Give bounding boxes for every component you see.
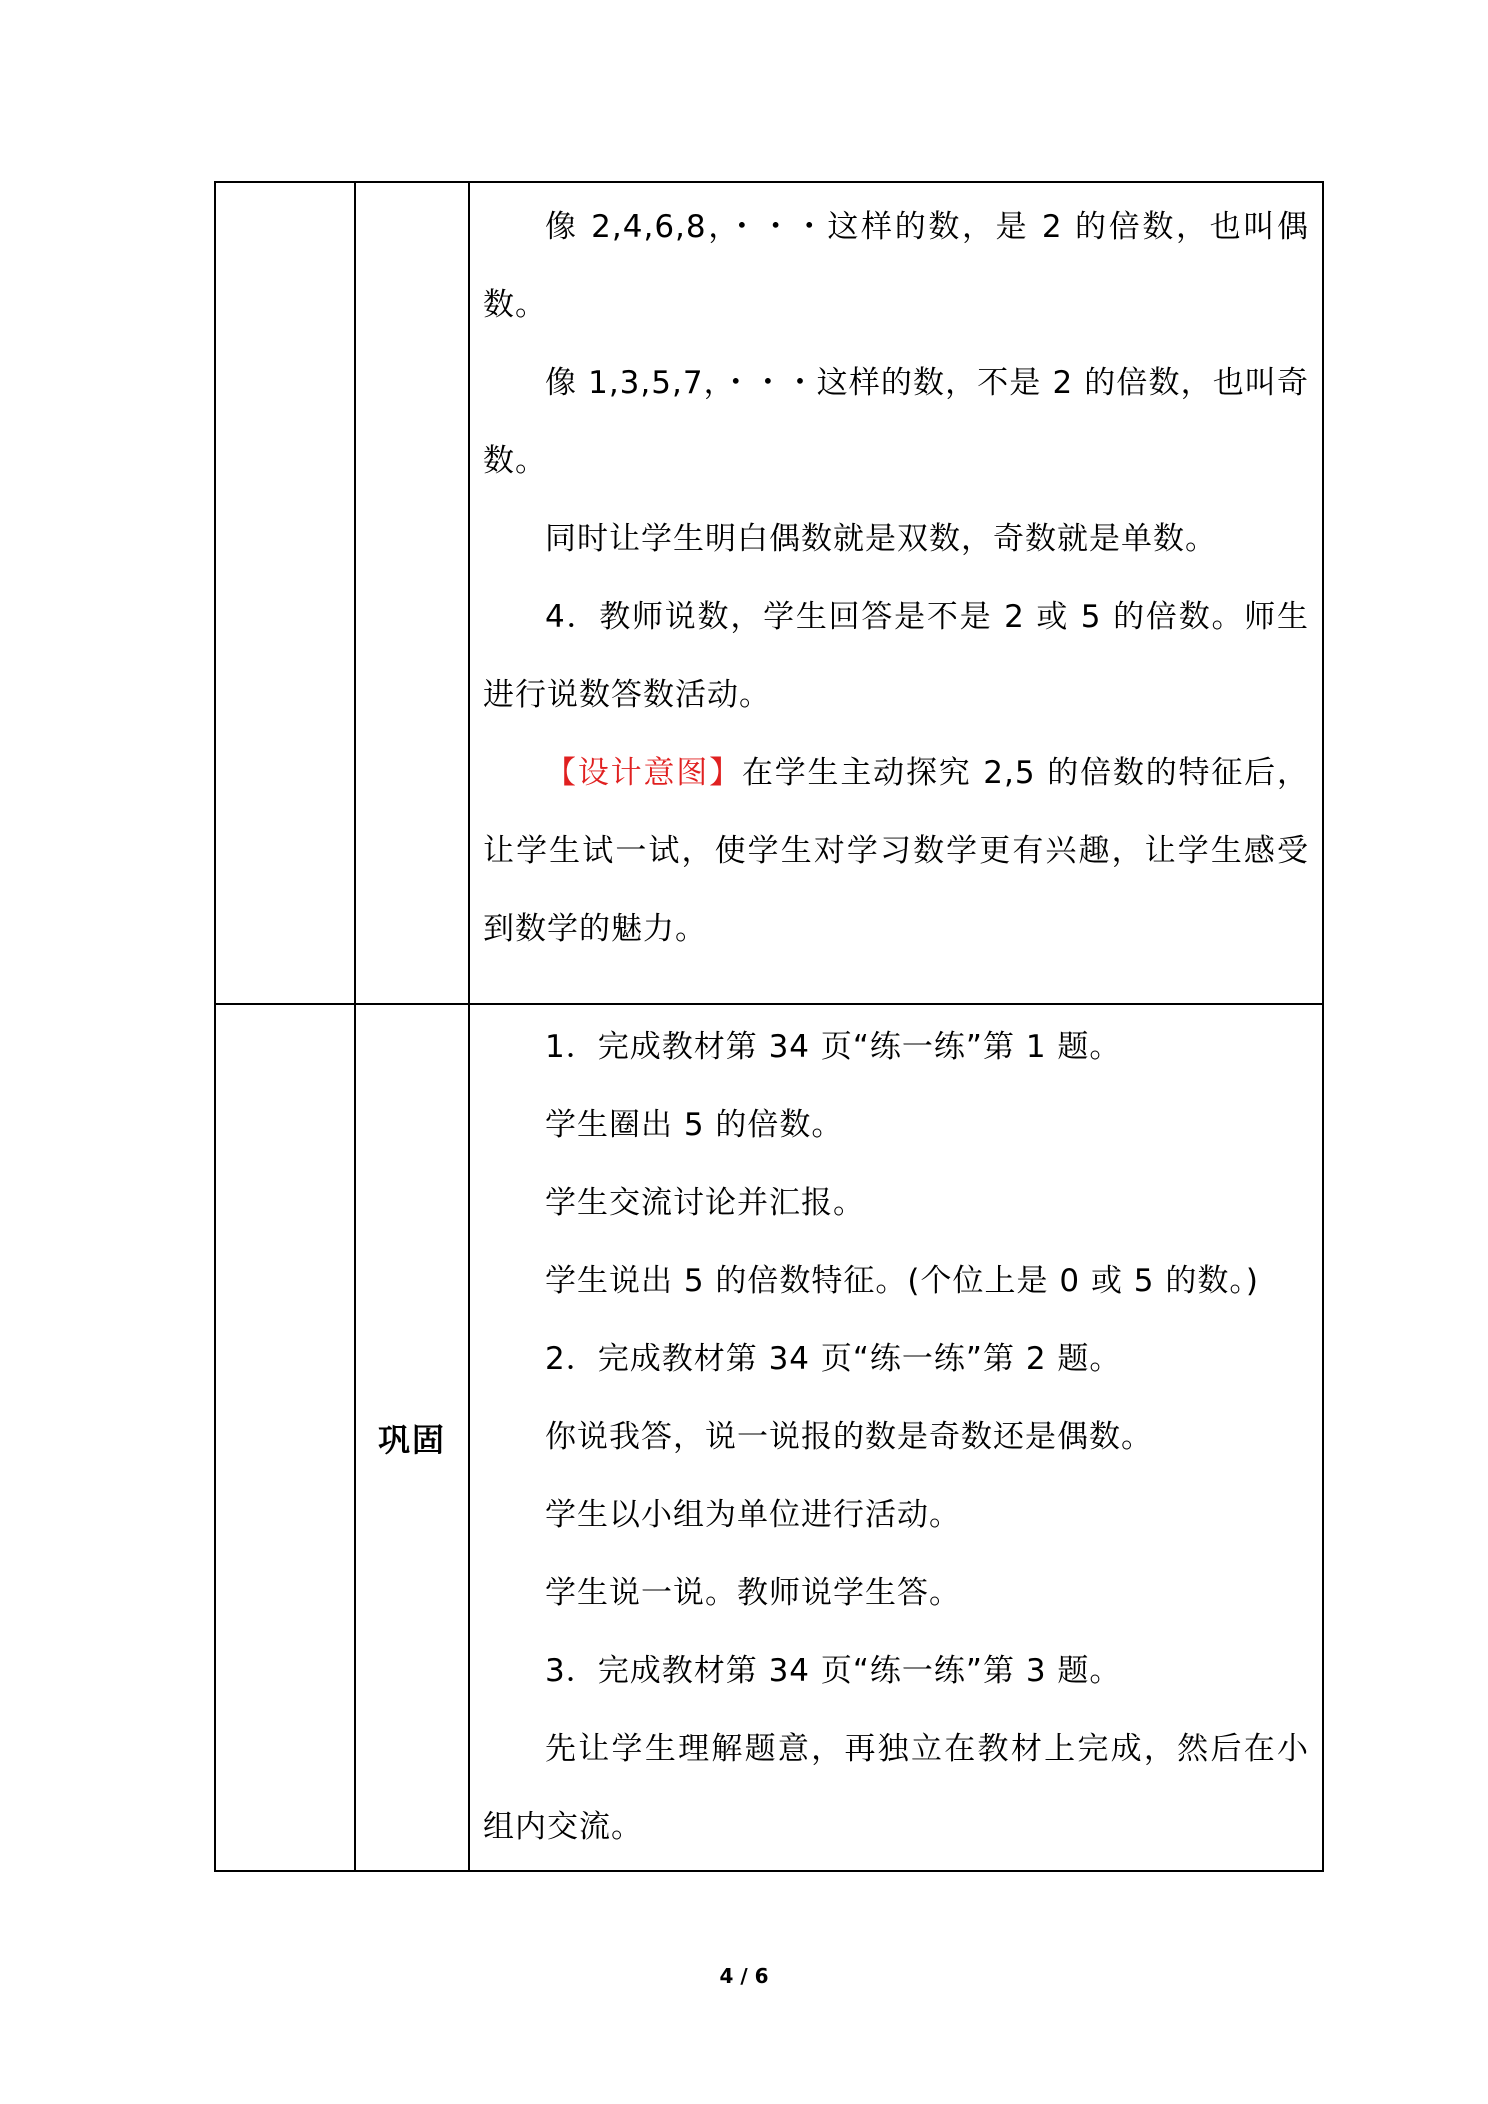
lesson-plan-table (214, 181, 1324, 1872)
consolidation-text-block (483, 1005, 1309, 1866)
paragraph-discuss-report: 学生交流讨论并汇报。 (545, 1185, 865, 1221)
paragraph-single-double: 同时让学生明白偶数就是双数，奇数就是单数。 (545, 521, 1217, 557)
empty-stage-column-cell (215, 1004, 355, 1871)
paragraph-step-4: 4．教师说数，学生回答是不是 2 或 5 的倍数。师生进行说数答数活动。 (483, 599, 1309, 713)
paragraph-odd-or-even: 你说我答，说一说报的数是奇数还是偶数。 (545, 1419, 1153, 1455)
paragraph-exercise-1: 1．完成教材第 34 页“练一练”第 1 题。 (545, 1029, 1122, 1065)
paragraph-feature-of-5: 学生说出 5 的倍数特征。(个位上是 0 或 5 的数。) (545, 1263, 1259, 1299)
paragraph-exercise-3: 3．完成教材第 34 页“练一练”第 3 题。 (545, 1653, 1122, 1689)
paragraph-group-activity: 学生以小组为单位进行活动。 (545, 1497, 961, 1533)
paragraph-circle-multiples: 学生圈出 5 的倍数。 (545, 1107, 844, 1143)
design-intent-text: 在学生主动探究 2,5 的倍数的特征后，让学生试一试，使学生对学习数学更有兴趣，让学生感受到数学的魅力。 (483, 755, 1309, 947)
paragraph-even-numbers: 像 2,4,6,8，・・・这样的数，是 2 的倍数，也叫偶数。 (483, 209, 1309, 323)
table-row (215, 182, 1323, 1004)
empty-stage-label-cell (355, 182, 469, 1004)
empty-stage-column-cell (215, 182, 355, 1004)
table-row (215, 1004, 1323, 1871)
paragraph-exercise-2: 2．完成教材第 34 页“练一练”第 2 题。 (545, 1341, 1122, 1377)
stage-label-cell (355, 1004, 469, 1871)
exploration-content-cell (469, 182, 1323, 1004)
page-number: 4 / 6 (719, 1964, 769, 1988)
exploration-text-block (483, 183, 1309, 968)
paragraph-say-answer: 学生说一说。教师说学生答。 (545, 1575, 961, 1611)
consolidation-content-cell (469, 1004, 1323, 1871)
paragraph-odd-numbers: 像 1,3,5,7，・・・这样的数，不是 2 的倍数，也叫奇数。 (483, 365, 1309, 479)
paragraph-design-intent (483, 734, 1309, 968)
stage-label-consolidation: 巩固 (377, 1420, 446, 1459)
paragraph-understand-complete: 先让学生理解题意，再独立在教材上完成，然后在小组内交流。 (483, 1731, 1309, 1845)
design-intent-tag: 【设计意图】 (545, 755, 742, 791)
